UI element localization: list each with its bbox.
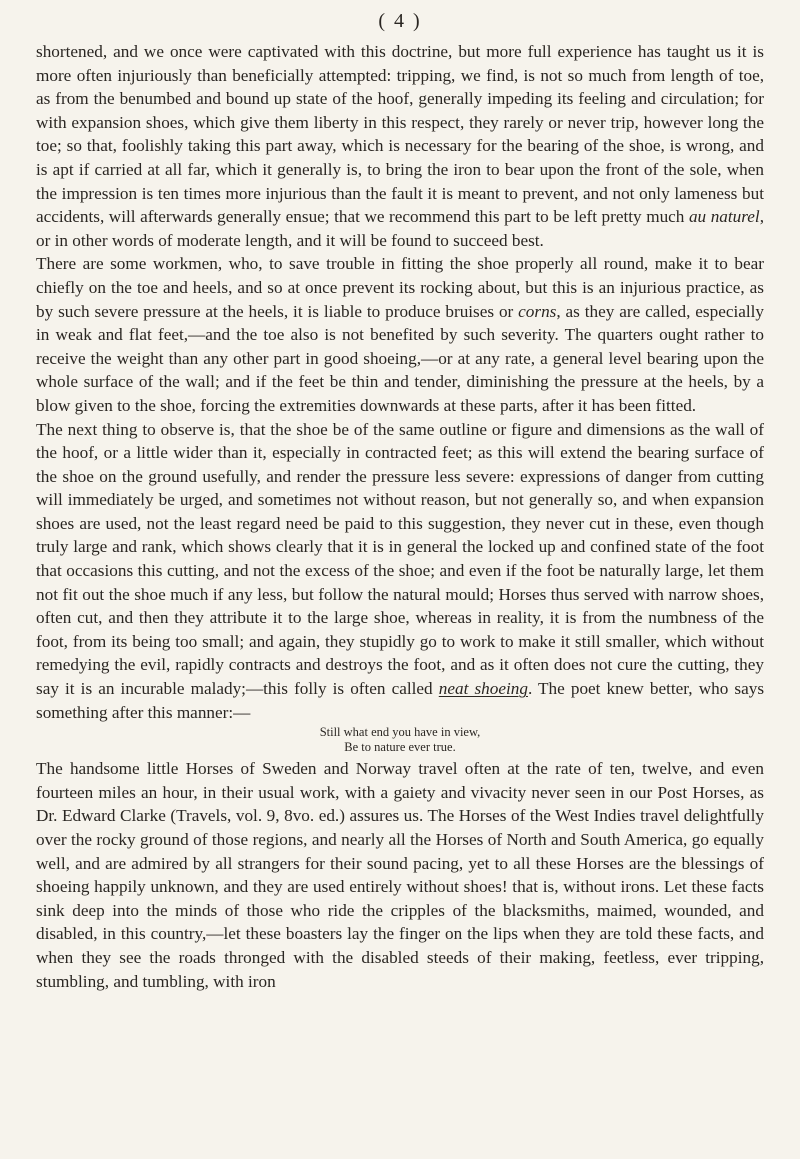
verse-line-2: Be to nature ever true. — [344, 740, 456, 755]
paragraph-1-part-3: , or in other words of moderate length, and it will be found to succeed best. — [36, 207, 765, 250]
paragraph-3 — [36, 418, 764, 725]
verse-line-1: Still what end you have in view, — [319, 725, 481, 740]
paragraph-1-part-1: shortened, and we once were captivated with this doctrine, but more full experience has taught us it is more often injuriously than beneficially attempted: tripping, we find, is not so much from length of toe, as from the benumbed and bound up state of the hoof, generally impeding its feeling and circulation; for with expansion shoes, which give them liberty in this respect, they rarely or never trip, however long the toe; so that, foolishly taking this part away, which is necessary for the bearing of the shoe, is wrong, and is apt if carried at all far, which it generally is, to bring the iron to bear upon the front of the sole, when the impression is ten times more injurious than the fault it is meant to prevent, and not only lameness but accidents, will afterwards generally ensue; that we recommend this part to be left pretty much — [36, 42, 764, 227]
italic-phrase-neat-shoeing: neat shoeing — [438, 679, 528, 699]
paragraph-3-part-3: . The poet knew better, who says something after this manner:— — [36, 679, 765, 722]
paragraph-2-part-3: , as they are called, especially in weak and flat feet,—and the toe also is not benefited by such severity. The quarters ought rather to receive the weight than any other part in good shoeing,—or at any rate, a general level bearing upon the whole surface of the wall; and if the feet be thin and tender, diminishing the pressure at the heels, by a blow given to the shoe, forcing the extremities downwards at these parts, after it has been fitted. — [36, 301, 765, 415]
italic-phrase-au-naturel: au naturel — [688, 207, 760, 227]
paragraph-2-part-1: There are some workmen, who, to save trouble in fitting the shoe properly all round, make it to bear chiefly on the toe and heels, and so at once prevent its rocking about, but this is an injurious practice, as by such severe pressure at the heels, it is liable to produce bruises or — [36, 254, 764, 321]
paragraph-1 — [36, 40, 764, 252]
paragraph-2 — [36, 252, 764, 417]
paragraph-4: The handsome little Horses of Sweden and Norway travel often at the rate of ten, twelve, and even fourteen miles an hour, in their usual work, with a gaiety and vivacity never seen in our Post Horses, as Dr. Edward Clarke (Travels, vol. 9, 8vo. ed.) assures us. The Horses of the West Indies travel delightfully over the rocky ground of those regions, and nearly all the Horses of North and South America, go equally well, and are admired by all strangers for their sound pacing, yet to all these Horses are the blessings of shoeing happily unknown, and they are used entirely without shoes! that is, without irons. Let these facts sink deep into the minds of those who ride the cripples of the blacksmiths, maimed, wounded, and disabled, in this country,—let these boasters lay the finger on the lips when they are told these facts, and when they see the roads thronged with the disabled steeds of their making, feetless, ever tripping, stumbling, and tumbling, with iron — [36, 759, 764, 991]
italic-word-corns: corns — [518, 301, 557, 321]
body-text — [36, 40, 764, 993]
page-number: ( 4 ) — [378, 10, 422, 32]
verse-quotation — [36, 725, 764, 755]
paragraph-3-part-1: The next thing to observe is, that the shoe be of the same outline or figure and dimensions as the wall of the hoof, or a little wider than it, especially in contracted feet; as this will extend the bearing surface of the shoe on the ground usefully, and render the pressure less severe: expressions of danger from cutting will immediately be urged, and sometimes not without reason, but not generally so, and when expansion shoes are used, not the least regard need be paid to this suggestion, they never cut in these, even though truly large and rank, which shows clearly that it is in general the locked up and confined state of the foot that occasions this cutting, and not the excess of the shoe; and even if the foot be naturally large, let them not fit out the shoe much if any less, but follow the natural mould; Horses thus served with narrow shoes, often cut, and then they attribute it to the large shoe, whereas in reality, it is from the numbness of the foot, from its being too small; and again, they stupidly go to work to make it still smaller, which without remedying the evil, rapidly contracts and destroys the foot, and as it often does not cure the cutting, they say it is an incurable malady;—this folly is often called — [36, 419, 764, 699]
